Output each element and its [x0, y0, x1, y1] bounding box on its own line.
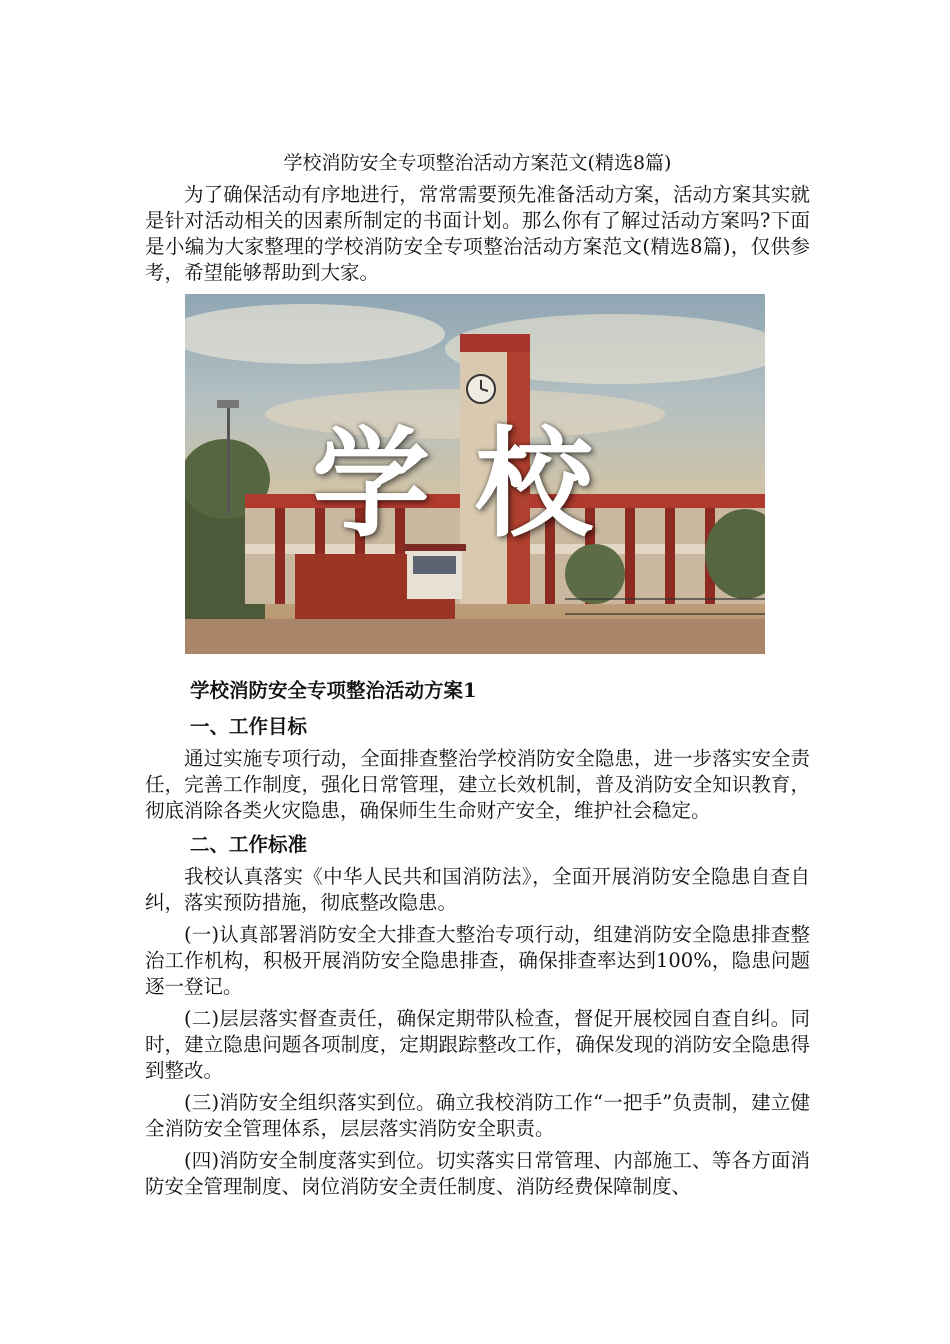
paragraph-goals: 通过实施专项行动，全面排查整治学校消防安全隐患，进一步落实安全责任，完善工作制度，强化日常管理，建立长效机制，普及消防安全知识教育，彻底消除各类火灾隐患，确保师生生命财产安全，维护社会稳定。: [145, 747, 810, 822]
paragraph-item-2: (二)层层落实督查责任，确保定期带队检查，督促开展校园自查自纠。同时，建立隐患问题各项制度，定期跟踪整改工作，确保发现的消防安全隐患得到整改。: [145, 1007, 810, 1082]
paragraph-item-3: (三)消防安全组织落实到位。确立我校消防工作“一把手”负责制，建立健全消防安全管理体系，层层落实消防安全职责。: [145, 1091, 810, 1140]
heading-work-standards: 二、工作标准: [190, 833, 308, 856]
intro-paragraph: 为了确保活动有序地进行，常常需要预先准备活动方案，活动方案其实就是针对活动相关的因素所制定的书面计划。那么你有了解过活动方案吗?下面是小编为大家整理的学校消防安全专项整治活动方案范文(精选8篇)，仅供参考，希望能够帮助到大家。: [145, 183, 810, 284]
heading-work-goals: 一、工作目标: [190, 715, 308, 738]
section-title: 学校消防安全专项整治活动方案1: [190, 679, 477, 702]
paragraph-item-1: (一)认真部署消防安全大排查大整治专项行动，组建消防安全隐患排查整治工作机构，积极开展消防安全隐患排查，确保排查率达到100%，隐患问题逐一登记。: [145, 923, 810, 998]
school-photo: [185, 294, 765, 654]
document-body: [145, 150, 810, 1206]
document-title: 学校消防安全专项整治活动方案范文(精选8篇): [283, 152, 672, 174]
paragraph-item-4: (四)消防安全制度落实到位。切实落实日常管理、内部施工、等各方面消防安全管理制度、岗位消防安全责任制度、消防经费保障制度、: [145, 1149, 810, 1198]
hero-overlay-text: 学校: [311, 415, 638, 553]
paragraph-standards: 我校认真落实《中华人民共和国消防法》，全面开展消防安全隐患自查自纠，落实预防措施，彻底整改隐患。: [145, 865, 810, 914]
